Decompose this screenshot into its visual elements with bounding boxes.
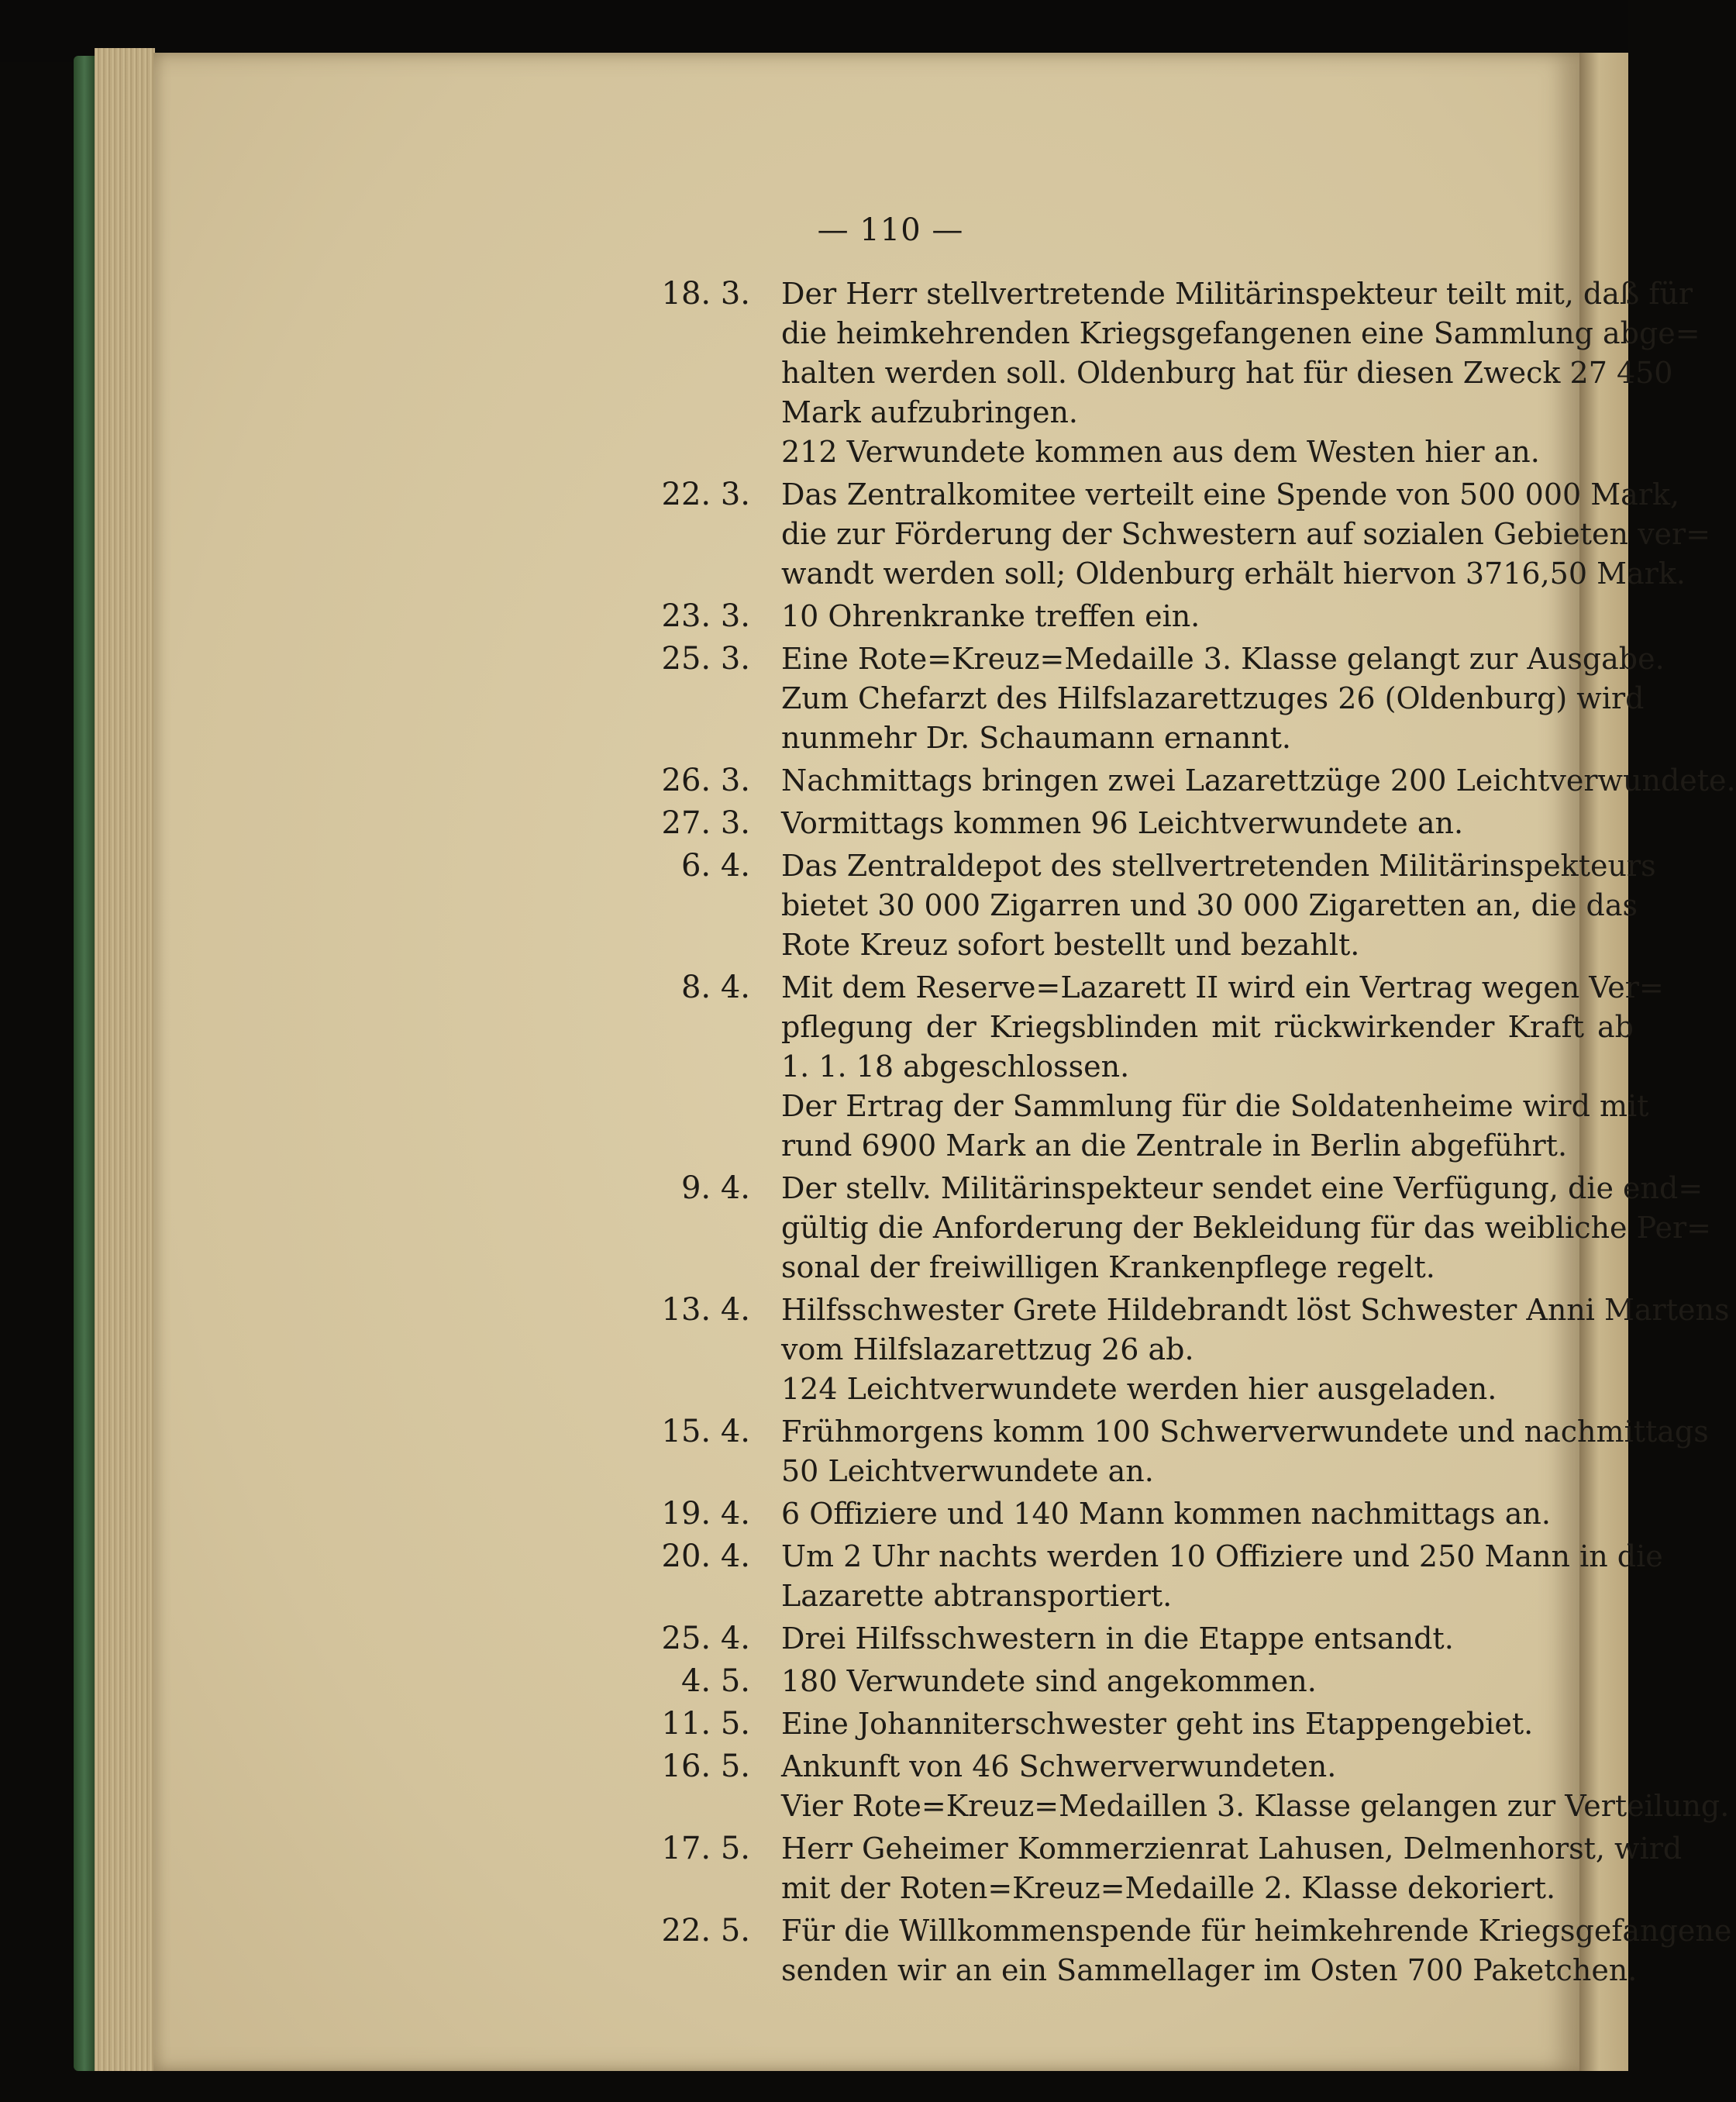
entry-date: 22. 5.: [661, 1913, 750, 1949]
entry-date: 20. 4.: [661, 1539, 750, 1574]
entry-text-line: Frühmorgens komm 100 Schwerverwundete und nachmittags: [781, 1415, 1709, 1449]
entry-text-line: Ankunft von 46 Schwerverwundeten.: [781, 1749, 1337, 1783]
entry-text-line: Für die Willkommenspende für heimkehrende Kriegsgefangene: [781, 1914, 1732, 1948]
entry-text-line: Lazarette abtransportiert.: [781, 1579, 1173, 1613]
entry-text-line: Nachmittags bringen zwei Lazarettzüge 200 Leichtverwundete.: [781, 763, 1736, 798]
entry-text-line: gültig die Anforderung der Bekleidung für das weibliche Per=: [781, 1211, 1711, 1245]
entry-text-line: Eine Rote=Kreuz=Medaille 3. Klasse gelangt zur Ausgabe.: [781, 642, 1665, 676]
entry-text-line: 50 Leichtverwundete an.: [781, 1454, 1154, 1488]
entry-date: 23. 3.: [661, 598, 750, 634]
entry-text-line: 10 Ohrenkranke treffen ein.: [781, 599, 1200, 633]
entry-text-line: Drei Hilfsschwestern in die Etappe entsandt.: [781, 1621, 1454, 1656]
entry-text-line: 1. 1. 18 abgeschlossen.: [781, 1049, 1130, 1084]
entry-date: 13. 4.: [661, 1292, 750, 1328]
entry-date: 6. 4.: [680, 848, 750, 884]
entry-date: 27. 3.: [661, 805, 750, 841]
entry-date: 22. 3.: [661, 477, 750, 512]
entry-date: 17. 5.: [661, 1831, 750, 1866]
entry-date: 11. 5.: [661, 1706, 750, 1742]
entry-text-line: Zum Chefarzt des Hilfslazarettzuges 26 (Oldenburg) wird: [781, 681, 1645, 715]
entry-text-line: Das Zentraldepot des stellvertretenden Militärinspekteurs: [781, 849, 1656, 883]
entry-text-line: Um 2 Uhr nachts werden 10 Offiziere und 250 Mann in die: [781, 1539, 1663, 1573]
entry-text-line: Vormittags kommen 96 Leichtverwundete an.: [781, 806, 1464, 840]
entry-date: 26. 3.: [661, 763, 750, 798]
entry-text-line: Herr Geheimer Kommerzienrat Lahusen, Delmenhorst, wird: [781, 1831, 1683, 1866]
entry-text-line: nunmehr Dr. Schaumann ernannt.: [781, 721, 1291, 755]
page-edges: [95, 48, 155, 2071]
entry-text-line: Mit dem Reserve=Lazarett II wird ein Vertrag wegen Ver=: [781, 970, 1664, 1004]
entry-text-line: die zur Förderung der Schwestern auf sozialen Gebieten ver=: [781, 517, 1711, 551]
entry-text-line: 6 Offiziere und 140 Mann kommen nachmittags an.: [781, 1497, 1551, 1531]
entry-text-line: pflegung der Kriegsblinden mit rückwirkender Kraft ab: [781, 1010, 1634, 1044]
entry-text-line: mit der Roten=Kreuz=Medaille 2. Klasse dekoriert.: [781, 1871, 1556, 1905]
entry-text-line: wandt werden soll; Oldenburg erhält hiervon 3716,50 Mark.: [781, 557, 1686, 591]
entry-text-line: Der stellv. Militärinspekteur sendet eine Verfügung, die end=: [781, 1171, 1703, 1205]
entry-text-line: rund 6900 Mark an die Zentrale in Berlin abgeführt.: [781, 1129, 1568, 1163]
entry-text-line: Das Zentralkomitee verteilt eine Spende von 500 000 Mark,: [781, 477, 1680, 512]
entry-text-line: Der Herr stellvertretende Militärinspekteur teilt mit, daß für: [781, 277, 1693, 311]
entry-text-line: Rote Kreuz sofort bestellt und bezahlt.: [781, 928, 1360, 962]
entry-date: 9. 4.: [680, 1170, 750, 1206]
entry-text-line: Eine Johanniterschwester geht ins Etappengebiet.: [781, 1707, 1534, 1741]
entry-text-line: 124 Leichtverwundete werden hier ausgeladen.: [781, 1372, 1497, 1406]
entry-text-line: Vier Rote=Kreuz=Medaillen 3. Klasse gelangen zur Verteilung.: [781, 1789, 1730, 1823]
entry-date: 15. 4.: [661, 1414, 750, 1449]
entry-text-line: 180 Verwundete sind angekommen.: [781, 1664, 1317, 1698]
page-number: — 110 —: [817, 212, 964, 248]
entry-text-line: bietet 30 000 Zigarren und 30 000 Zigaretten an, die das: [781, 888, 1638, 922]
entry-date: 25. 3.: [661, 641, 750, 677]
entry-date: 8. 4.: [680, 970, 750, 1005]
entry-date: 25. 4.: [661, 1621, 750, 1656]
entry-date: 19. 4.: [661, 1496, 750, 1532]
entry-text-line: Mark aufzubringen.: [781, 395, 1079, 429]
entry-date: 4. 5.: [680, 1663, 750, 1699]
entry-text-line: die heimkehrenden Kriegsgefangenen eine Sammlung abge=: [781, 316, 1700, 350]
entry-date: 18. 3.: [661, 276, 750, 312]
book-spine: [74, 56, 95, 2071]
entry-text-line: 212 Verwundete kommen aus dem Westen hier an.: [781, 435, 1540, 469]
entry-text-line: halten werden soll. Oldenburg hat für diesen Zweck 27 450: [781, 356, 1673, 390]
book-page: [153, 53, 1736, 2071]
entry-text-line: Hilfsschwester Grete Hildebrandt löst Schwester Anni Martens: [781, 1293, 1730, 1327]
entry-text-line: senden wir an ein Sammellager im Osten 700 Paketchen.: [781, 1953, 1638, 1987]
entry-text-line: Der Ertrag der Sammlung für die Soldatenheime wird mit: [781, 1089, 1649, 1123]
entry-text-line: vom Hilfslazarettzug 26 ab.: [781, 1332, 1194, 1366]
entry-date: 16. 5.: [661, 1749, 750, 1784]
entry-text-line: sonal der freiwilligen Krankenpflege regelt.: [781, 1250, 1435, 1284]
